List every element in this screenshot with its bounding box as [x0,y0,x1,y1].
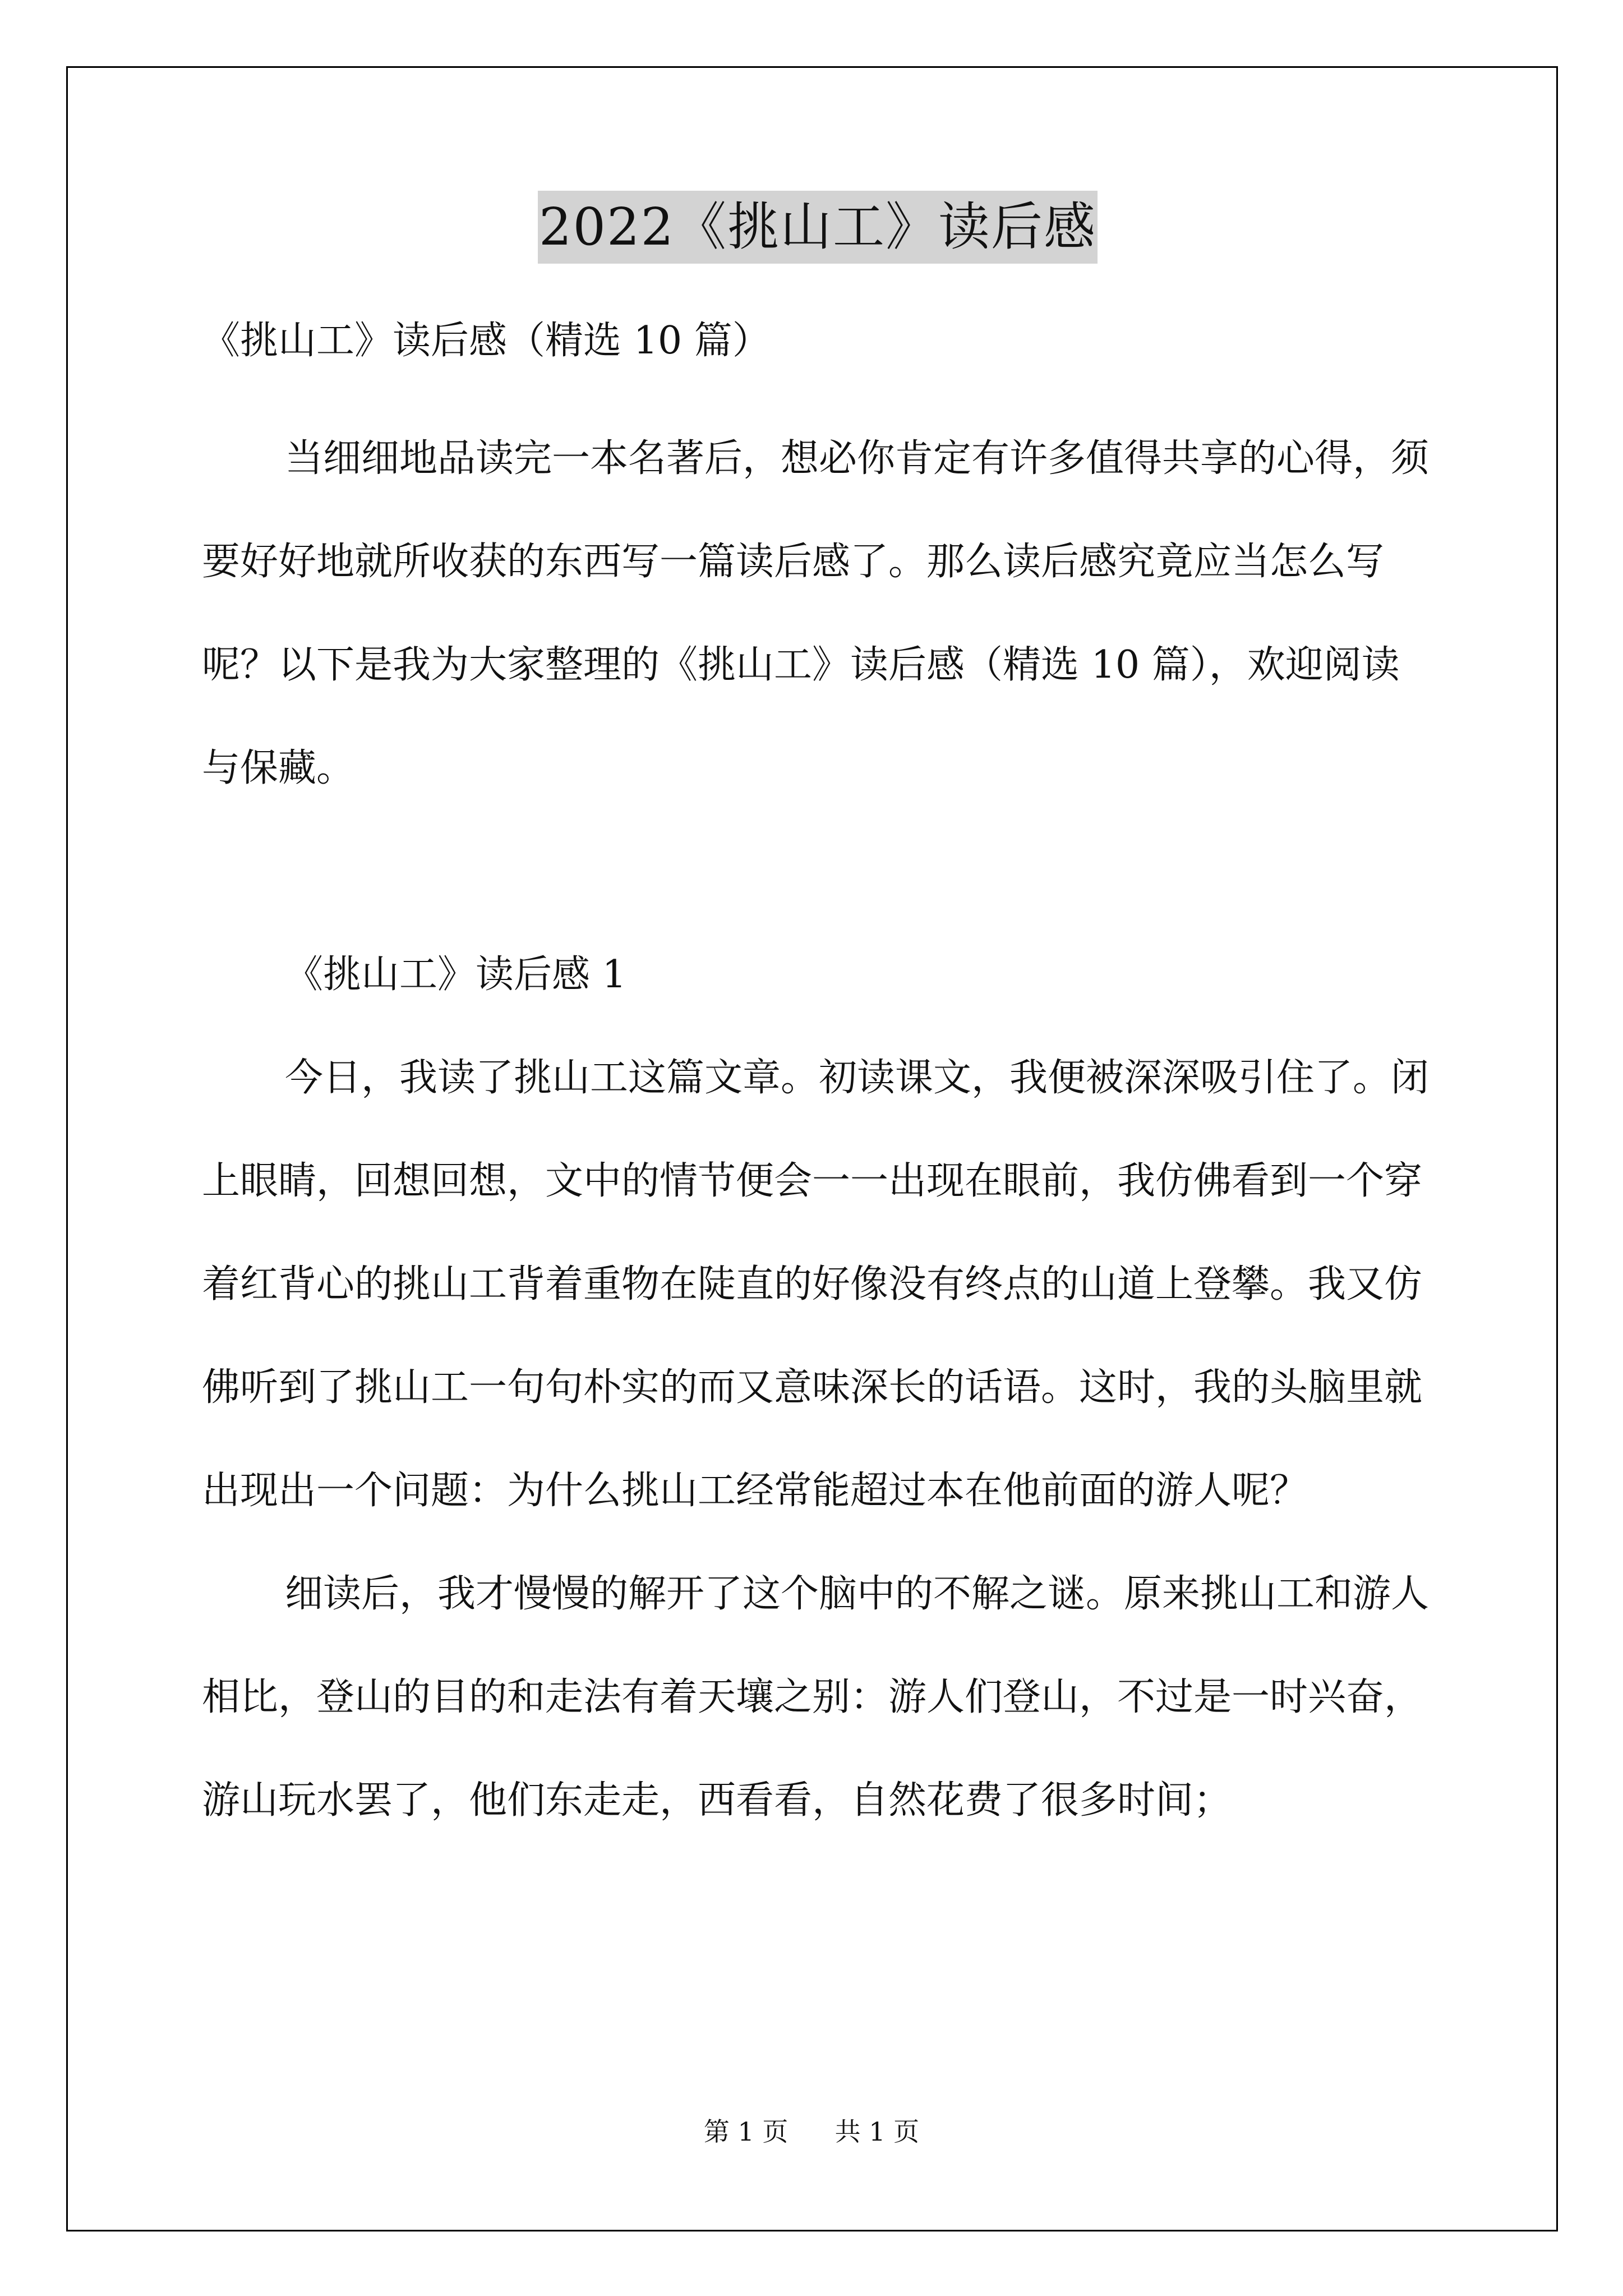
page-total: 共 1 页 [834,2116,920,2147]
section-spacer [202,820,1436,923]
page-number: 第 1 页 [703,2116,789,2147]
body-paragraph: 细读后，我才慢慢的解开了这个脑中的不解之谜。原来挑山工和游人相比，登山的目的和走法有着天壤之别：游人们登山，不过是一时兴奋，游山玩水罢了，他们东走走，西看看，自然花费了很多时间； [202,1572,1430,1823]
page-footer [0,2115,1623,2148]
document-title: 2022《挑山工》读后感 [538,191,1098,264]
body-paragraph: 今日，我读了挑山工这篇文章。初读课文，我便被深深吸引住了。闭上眼睛，回想回想，文中的情节便会一一出现在眼前，我仿佛看到一个穿着红背心的挑山工背着重物在陡直的好像没有终点的山道上登攀。我又仿佛听到了挑山工一句句朴实的而又意味深长的话语。这时，我的头脑里就出现出一个问题：为什么挑山工经常能超过本在他前面的游人呢？ [202,1056,1430,1513]
document-subtitle: 《挑山工》读后感（精选 10 篇） [202,319,771,363]
title-container [201,191,1435,264]
document-body [202,191,1436,1852]
section-heading: 《挑山工》读后感 1 [285,953,626,997]
intro-paragraph: 当细细地品读完一本名著后，想必你肯定有许多值得共享的心得，须要好好地就所收获的东西写一篇读后感了。那么读后感究竟应当怎么写呢？以下是我为大家整理的《挑山工》读后感（精选 10 篇），欢迎阅读与保藏。 [202,436,1430,790]
